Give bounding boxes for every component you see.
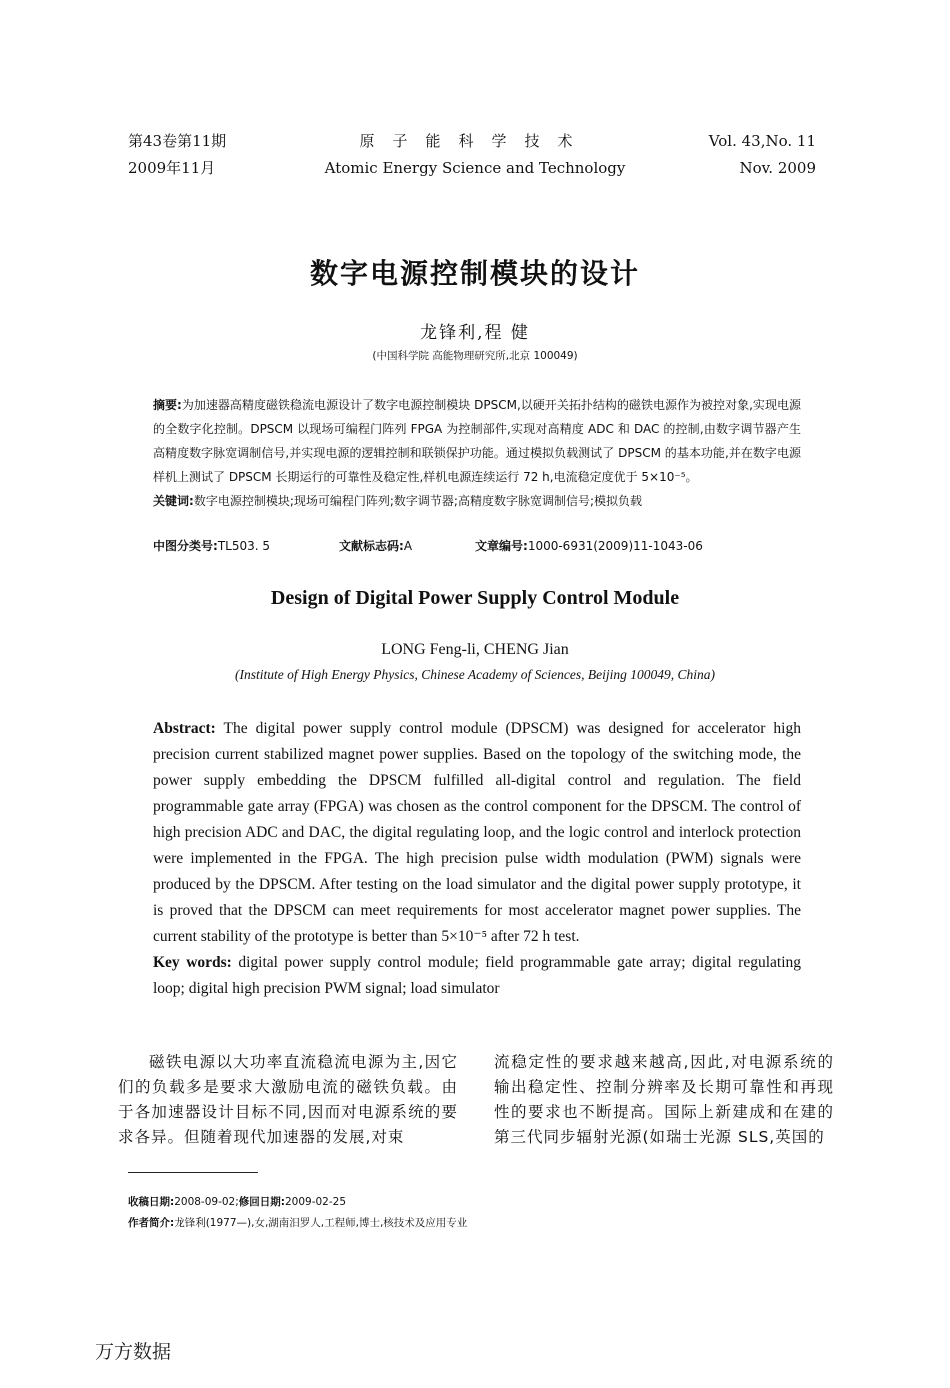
keywords-cn-label: 关键词: <box>153 494 194 508</box>
abstract-en-text: The digital power supply control module (DPSCM) was designed for accelerator high precision current stabilized magnet power supplies. Based on the topology of the switching mode, the power supply embedding the DPSCM fulfilled all-digital control and regulation. The field programmable gate array (FPGA) was chosen as the control component for the DPSCM. The control of high precision ADC and DAC, the digital regulating loop, and the logic control and interlock protection were implemented in the FPGA. The high precision pulse width modulation (PWM) signals were produced by the DPSCM. After testing on the load simulator and the digital power supply prototype, it is proved that the DPSCM can meet requirements for most accelerator magnet power supplies. The current stability of the prototype is better than 5×10⁻⁵ after 72 h test. <box>153 720 801 945</box>
keywords-cn-text: 数字电源控制模块;现场可编程门阵列;数字调节器;高精度数字脉宽调制信号;模拟负载 <box>193 494 642 508</box>
date-cn: 2009年11月 <box>128 159 216 177</box>
date-en: Nov. 2009 <box>739 159 816 177</box>
volume-issue-en: Vol. 43,No. 11 <box>708 132 816 150</box>
journal-name-en: Atomic Energy Science and Technology <box>324 159 626 177</box>
article-number: 文章编号:1000-6931(2009)11-1043-06 <box>475 539 703 553</box>
authors-en: LONG Feng-li, CHENG Jian <box>381 641 569 658</box>
body-left-column: 磁铁电源以大功率直流稳流电源为主,因它们的负载多是要求大激励电流的磁铁负载。由于各加速器设计目标不同,因而对电源系统的要求各异。但随着现代加速器的发展,对束 <box>118 1053 458 1146</box>
document-code: 文献标志码:A <box>339 539 413 553</box>
footnote-rule <box>128 1172 258 1173</box>
abstract-en-label: Abstract: <box>153 720 216 737</box>
paper-title-en: Design of Digital Power Supply Control Module <box>270 587 680 609</box>
affiliation-cn: (中国科学院 高能物理研究所,北京 100049) <box>372 350 578 362</box>
footnote-dates: 收稿日期:2008-09-02;修回日期:2009-02-25 <box>128 1196 347 1208</box>
journal-name-cn: 原子能科学技术 <box>359 132 591 150</box>
body-right-column: 流稳定性的要求越来越高,因此,对电源系统的输出稳定性、控制分辨率及长期可靠性和再现性的要求也不断提高。国际上新建成和在建的第三代同步辐射光源(如瑞士光源 SLS,英国的 <box>494 1053 834 1146</box>
clc-number: 中图分类号:TL503. 5 <box>153 539 270 553</box>
authors-cn: 龙锋利,程 健 <box>420 323 530 343</box>
header-right <box>709 128 816 182</box>
affiliation-en: (Institute of High Energy Physics, Chinese Academy of Sciences, Beijing 100049, China) <box>235 667 715 682</box>
wanfang-logo: 万方数据 <box>95 1341 172 1363</box>
keywords-en-label: Key words: <box>153 954 232 971</box>
abstract-cn-label: 摘要: <box>153 398 182 412</box>
abstract-cn <box>153 393 801 513</box>
keywords-en-text: digital power supply control module; field programmable gate array; digital regulating loop; digital high precision PWM signal; load simulator <box>153 954 801 997</box>
abstract-cn-text: 为加速器高精度磁铁稳流电源设计了数字电源控制模块 DPSCM,以硬开关拓扑结构的磁铁电源作为被控对象,实现电源的全数字化控制。DPSCM 以现场可编程门阵列 FPGA 为控制部件,实现对高精度 ADC 和 DAC 的控制,由数字调节器产生高精度数字脉宽调制信号,并实现电源的逻辑控制和联锁保护功能。通过模拟负载测试了 DPSCM 的基本功能,并在数字电源样机上测试了 DPSCM 长期运行的可靠性及稳定性,样机电源连续运行 72 h,电流稳定度优于 5×10⁻⁵。 <box>153 398 801 484</box>
volume-issue-cn: 第43卷第11期 <box>128 132 227 150</box>
abstract-en <box>153 716 801 1002</box>
paper-title-cn: 数字电源控制模块的设计 <box>309 257 640 290</box>
footnote-author-bio: 作者简介:龙锋利(1977—),女,湖南汨罗人,工程师,博士,核技术及应用专业 <box>128 1217 468 1229</box>
